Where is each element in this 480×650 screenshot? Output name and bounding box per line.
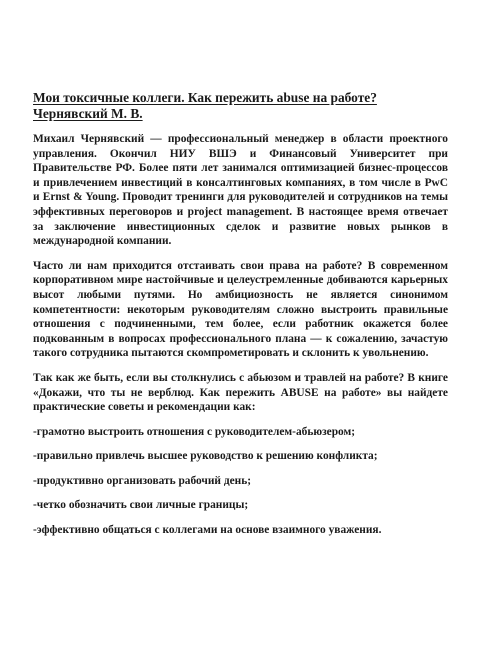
book-title: Мои токсичные коллеги. Как пережить abuse на работе? bbox=[33, 90, 377, 105]
document-header bbox=[33, 90, 448, 122]
author-bio-paragraph: Михаил Чернявский — профессиональный менеджер в области проектного управления. Окончил НИУ ВШЭ и Финансовый Университет при Правительстве РФ. Более пяти лет занимался оптимизацией бизнес-процессов и привлечением инвестиций в консалтинговых компаниях, в том числе в PwC и Ernst & Young. Проводит тренинги для руководителей и сотрудников на темы эффективных переговоров и project management. В настоящее время отвечает за заключение инвестиционных сделок и развитие новых рынков в международной компании. bbox=[33, 133, 448, 248]
list-item: -грамотно выстроить отношения с руководителем-абьюзером; bbox=[33, 425, 356, 438]
question-paragraph: Так как же быть, если вы столкнулись с абьюзом и травлей на работе? В книге «Докажи, что ты не верблюд. Как пережить ABUSE на работе» вы найдете практические советы и рекомендации как: bbox=[33, 371, 448, 414]
intro-paragraph: Часто ли нам приходится отстаивать свои права на работе? В современном корпоративном мире настойчивые и целеустремленные добиваются карьерных высот любыми путями. Но амбициозность не является синонимом компетентности: некоторым руководителям сложно выстроить правильные отношения с подчиненными, тем более, если работник окажется более подкованным в вопросах профессионального плана — к сожалению, зачастую такого сотрудника пытаются скомпрометировать и склонить к увольнению. bbox=[33, 259, 448, 360]
list-item: -четко обозначить свои личные границы; bbox=[33, 499, 249, 512]
book-author: Чернявский М. В. bbox=[33, 106, 143, 121]
recommendation-list bbox=[33, 425, 448, 538]
document-page bbox=[33, 90, 448, 548]
list-item: -правильно привлечь высшее руководство к решению конфликта; bbox=[33, 450, 378, 463]
list-item: -продуктивно организовать рабочий день; bbox=[33, 474, 252, 487]
list-item: -эффективно общаться с коллегами на основе взаимного уважения. bbox=[33, 524, 382, 537]
